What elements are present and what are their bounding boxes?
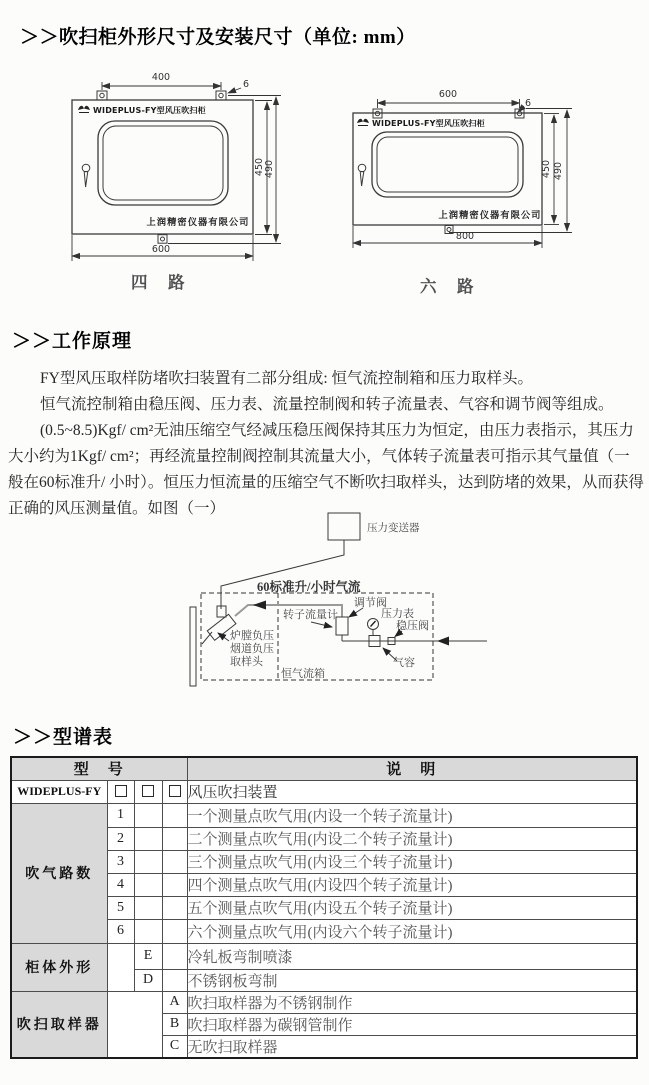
option-description: 一个测量点吹气用(内设一个转子流量计) — [187, 803, 637, 827]
caption-four-way: 四 路 — [131, 273, 187, 292]
probe-label-3: 取样头 — [230, 656, 263, 668]
table-row — [11, 943, 637, 969]
brand-logo-icon — [78, 106, 90, 113]
paragraph: 恒气流控制箱由稳压阀、压力表、流量控制阀和转子流量表、气容和调节阀等组成。 — [40, 396, 614, 413]
impulse-line — [221, 540, 344, 609]
pressure-transmitter-label: 压力变送器 — [367, 523, 420, 534]
rotameter-label: 转子流量计 — [283, 609, 338, 621]
regulating-valve-label: 调节阀 — [354, 597, 387, 609]
dimension-label-height-outer: 490 — [553, 161, 564, 181]
option-description: 六个测量点吹气用(内设六个转子流量计) — [187, 919, 637, 943]
section-title-spectrum: ＞＞型谱表 — [13, 727, 114, 748]
option-code: 1 — [107, 803, 134, 827]
option-code: 2 — [107, 827, 134, 850]
option-description: 吹扫取样器为不锈钢制作 — [187, 991, 637, 1013]
option-code: E — [134, 943, 162, 969]
cabinet-outline — [353, 113, 542, 225]
dimension-label-hole: 6 — [243, 79, 250, 90]
checkbox-placeholder-icon — [142, 785, 154, 797]
model-code-box — [134, 780, 162, 803]
company-name: 上润精密仪器有限公司 — [146, 218, 250, 228]
option-description: 冷轧板弯制喷漆 — [187, 943, 637, 969]
dimension-label-bottom: 800 — [455, 231, 475, 242]
door-handle-icon — [358, 164, 366, 186]
caption-six-way: 六 路 — [420, 277, 476, 296]
table-header-row — [11, 757, 637, 780]
option-code: 3 — [107, 850, 134, 873]
group-label-paths: 吹气路数 — [11, 803, 107, 943]
bottom-lug-icon — [158, 235, 167, 244]
paragraph: (0.5~8.5)Kgf/ cm²无油压缩空气经减压稳压阀保持其压力为恒定，由压力表指示，其压力大小约为1Kgf/ cm²；再经流量控制阀控制其流量大小，气体转子流量表可指示其气量值（一般在60标准升/ 小时）。恒压力恒流量的压缩空气不断吹扫取样头，达到防堵的效果，从而获得正确的风压测量值。如图（一） — [8, 422, 644, 517]
option-description: 不锈钢板弯制 — [187, 969, 637, 991]
air-inlet-arrow-icon — [437, 637, 449, 646]
option-code: 5 — [107, 896, 134, 919]
door-window — [98, 121, 228, 205]
table-row — [11, 991, 637, 1013]
section-title-principle: ＞＞工作原理 — [12, 331, 133, 352]
option-code: B — [162, 1013, 187, 1035]
option-code: C — [162, 1035, 187, 1058]
probe-label-1: 炉膛负压 — [230, 630, 274, 642]
checkbox-placeholder-icon — [169, 785, 181, 797]
header-description: 说 明 — [187, 757, 637, 780]
probe-label-2: 烟道负压 — [230, 643, 274, 655]
door-handle-icon — [82, 164, 90, 187]
six-way-cabinet-drawing — [325, 62, 575, 262]
door-window — [372, 132, 523, 197]
four-way-cabinet-drawing — [50, 60, 300, 268]
checkbox-placeholder-icon — [115, 785, 127, 797]
dimension-label-hole: 6 — [525, 98, 532, 109]
model-description: 风压吹扫装置 — [187, 780, 637, 803]
model-code-box — [107, 780, 134, 803]
page-title: ＞＞吹扫柜外形尺寸及安装尺寸（单位: mm） — [20, 27, 416, 48]
option-description: 二个测量点吹气用(内设二个转子流量计) — [187, 827, 637, 850]
option-code: 6 — [107, 919, 134, 943]
principle-text — [8, 366, 644, 522]
table-row — [11, 803, 637, 827]
furnace-wall — [190, 607, 196, 686]
stabilizing-valve-label: 稳压阀 — [396, 620, 429, 632]
dimension-label-top: 600 — [438, 89, 458, 100]
dimension-label-height-outer: 490 — [264, 159, 275, 179]
brand-logo-icon — [357, 119, 369, 126]
pressure-gauge-icon — [368, 619, 379, 637]
constant-flow-box-label: 恒气流箱 — [281, 668, 325, 680]
pressure-transmitter-box — [328, 513, 360, 540]
paragraph: FY型风压取样防堵吹扫装置有二部分组成: 恒气流控制箱和压力取样头。 — [40, 370, 533, 387]
company-name: 上润精密仪器有限公司 — [438, 211, 542, 221]
group-label-enclosure: 柜体外形 — [11, 943, 107, 991]
option-description: 三个测量点吹气用(内设三个转子流量计) — [187, 850, 637, 873]
option-description: 五个测量点吹气用(内设五个转子流量计) — [187, 896, 637, 919]
option-code: 4 — [107, 873, 134, 896]
table-row — [11, 780, 637, 803]
pressure-gauge-label: 压力表 — [381, 608, 414, 620]
option-code: D — [134, 969, 162, 991]
dimension-label-height-inner: 450 — [254, 157, 265, 177]
header-model: 型 号 — [11, 757, 187, 780]
panel-title: WIDEPLUS-FY型风压吹扫柜 — [372, 119, 485, 128]
flow-arrow-icon — [253, 601, 266, 610]
model-code-box — [162, 780, 187, 803]
purge-system-diagram — [150, 505, 495, 710]
gas-capacitor-label: 气容 — [393, 657, 415, 669]
option-description: 吹扫取样器为碳钢管制作 — [187, 1013, 637, 1035]
option-description: 无吹扫取样器 — [187, 1035, 637, 1058]
spectrum-table — [10, 756, 638, 1059]
option-description: 四个测量点吹气用(内设四个转子流量计) — [187, 873, 637, 896]
dimension-label-height-inner: 450 — [541, 159, 552, 179]
dimension-label-top: 400 — [151, 72, 171, 83]
dimension-label-bottom: 600 — [151, 244, 171, 255]
group-label-sampler: 吹扫取样器 — [11, 991, 107, 1058]
model-name: WIDEPLUS-FY — [11, 780, 107, 803]
cabinet-outline — [72, 100, 253, 234]
panel-title: WIDEPLUS-FY型风压吹扫柜 — [93, 106, 206, 115]
flow-rate-note: 60标准升/小时气流 — [257, 580, 361, 594]
option-code: A — [162, 991, 187, 1013]
mounting-lug-icon — [97, 91, 226, 100]
